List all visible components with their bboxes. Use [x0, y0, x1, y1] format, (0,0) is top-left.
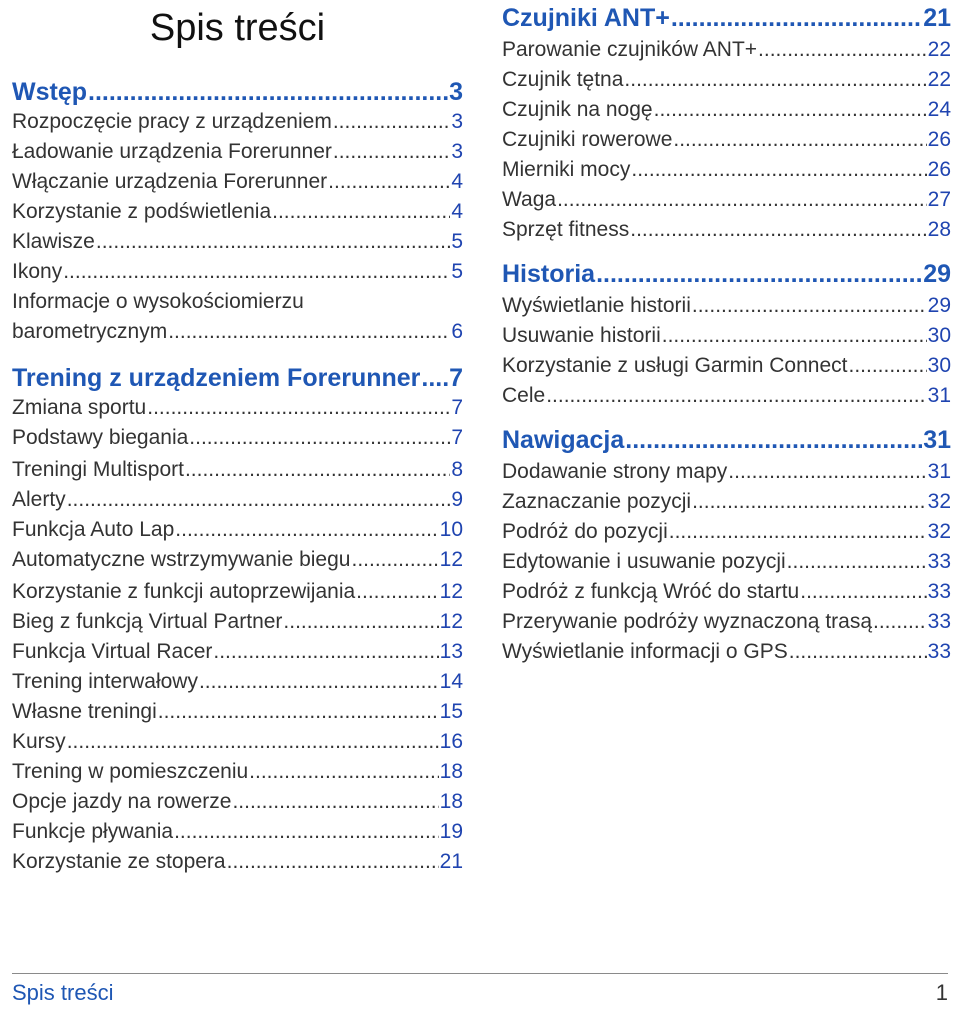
entry-title: Parowanie czujników ANT+: [502, 38, 758, 61]
section-title: Wstęp: [12, 78, 87, 106]
dot-leader: [158, 700, 439, 724]
toc-entry[interactable]: [502, 580, 951, 604]
page-number: 13: [439, 640, 463, 663]
dot-leader: [333, 110, 451, 134]
toc-entry[interactable]: [12, 200, 463, 224]
toc-entry[interactable]: [502, 98, 951, 122]
dot-leader: [692, 294, 927, 318]
entry-title: Podróż do pozycji: [502, 520, 668, 543]
dot-leader: [213, 640, 438, 664]
dot-leader: [168, 320, 450, 344]
entry-title: Zaznaczanie pozycji: [502, 490, 692, 513]
toc-entry[interactable]: [502, 460, 951, 484]
toc-entry[interactable]: [502, 520, 951, 544]
entry-title: Zmiana sportu: [12, 396, 147, 419]
entry-title: Cele: [502, 384, 546, 407]
entry-title: Edytowanie i usuwanie pozycji: [502, 550, 786, 573]
page-number: 27: [927, 188, 951, 211]
page-number: 31: [927, 460, 951, 483]
page-number: 5: [451, 230, 463, 253]
entry-title: Wyświetlanie historii: [502, 294, 691, 317]
dot-leader: [673, 128, 926, 152]
entry-title: Wyświetlanie informacji o GPS: [502, 640, 788, 663]
page-number: 18: [439, 790, 463, 813]
dot-leader: [356, 580, 438, 604]
entry-title: Trening interwałowy: [12, 670, 198, 693]
toc-entry[interactable]: [12, 110, 463, 134]
dot-leader: [631, 158, 926, 182]
page-number: 26: [927, 158, 951, 181]
entry-title: Ikony: [12, 260, 63, 283]
toc-entry[interactable]: [12, 170, 463, 194]
page-number: 22: [927, 38, 951, 61]
dot-leader: [596, 260, 922, 289]
entry-title: Mierniki mocy: [502, 158, 631, 181]
page-number: 5: [451, 260, 463, 283]
toc-entry[interactable]: [12, 548, 463, 572]
dot-leader: [557, 188, 927, 212]
toc-entry[interactable]: [12, 610, 463, 634]
page-number: 30: [927, 324, 951, 347]
entry-title: Trening w pomieszczeniu: [12, 760, 249, 783]
page-number: 31: [923, 426, 951, 454]
toc-entry[interactable]: [12, 458, 463, 482]
section-title: Trening z urządzeniem Forerunner: [12, 364, 421, 392]
toc-entry[interactable]: [502, 610, 951, 634]
entry-title: Alerty: [12, 488, 66, 511]
page-number: 3: [449, 78, 463, 106]
dot-leader: [671, 4, 922, 33]
page-number: 22: [927, 68, 951, 91]
toc-entry[interactable]: [12, 488, 463, 512]
toc-entry[interactable]: [12, 580, 463, 604]
dot-leader: [692, 490, 927, 514]
entry-title: Korzystanie z podświetlenia: [12, 200, 272, 223]
dot-leader: [630, 218, 926, 242]
toc-section-heading[interactable]: [12, 364, 463, 393]
toc-entry[interactable]: [502, 550, 951, 574]
toc-entry[interactable]: [12, 396, 463, 420]
toc-entry[interactable]: [502, 218, 951, 242]
entry-title: Przerywanie podróży wyznaczoną trasą: [502, 610, 873, 633]
dot-leader: [272, 200, 450, 224]
toc-entry[interactable]: [12, 260, 463, 284]
entry-title: Czujniki rowerowe: [502, 128, 673, 151]
entry-title: Bieg z funkcją Virtual Partner: [12, 610, 283, 633]
entry-title: Włączanie urządzenia Forerunner: [12, 170, 328, 193]
toc-entry[interactable]: [12, 670, 463, 694]
page-number: 12: [439, 548, 463, 571]
page-number: 32: [927, 520, 951, 543]
page-number: 24: [927, 98, 951, 121]
page-number: 7: [449, 364, 463, 392]
dot-leader: [189, 426, 450, 450]
dot-leader: [227, 850, 439, 874]
toc-entry[interactable]: [502, 128, 951, 152]
toc-entry[interactable]: [502, 640, 951, 664]
entry-title: Czujnik na nogę: [502, 98, 653, 121]
page-number: 7: [451, 396, 463, 419]
entry-title: Funkcja Auto Lap: [12, 518, 175, 541]
page-number: 30: [927, 354, 951, 377]
dot-leader: [873, 610, 927, 634]
dot-leader: [88, 78, 448, 107]
dot-leader: [333, 140, 450, 164]
dot-leader: [624, 68, 926, 92]
toc-entry[interactable]: [502, 294, 951, 318]
page-number: 33: [927, 550, 951, 573]
dot-leader: [147, 396, 450, 420]
toc-entry[interactable]: [12, 518, 463, 542]
dot-leader: [849, 354, 927, 378]
dot-leader: [625, 426, 922, 455]
section-title: Czujniki ANT+: [502, 4, 670, 32]
toc-entry[interactable]: [12, 700, 463, 724]
dot-leader: [174, 820, 439, 844]
page-number: 4: [451, 200, 463, 223]
entry-title: Korzystanie z usługi Garmin Connect: [502, 354, 848, 377]
entry-title: Rozpoczęcie pracy z urządzeniem: [12, 110, 332, 133]
entry-title: Podróż z funkcją Wróć do startu: [502, 580, 800, 603]
toc-section-heading[interactable]: [12, 78, 463, 107]
dot-leader: [654, 98, 927, 122]
toc-section-heading[interactable]: [502, 4, 951, 33]
toc-entry[interactable]: [12, 820, 463, 844]
toc-entry[interactable]: [12, 760, 463, 784]
entry-title: Automatyczne wstrzymywanie biegu: [12, 548, 351, 571]
page-number: 3: [451, 110, 463, 133]
entry-title: Usuwanie historii: [502, 324, 661, 347]
dot-leader: [199, 670, 439, 694]
page-number: 9: [451, 488, 463, 511]
section-title: Nawigacja: [502, 426, 625, 454]
toc-entry[interactable]: [12, 320, 463, 344]
page-number: 3: [451, 140, 463, 163]
entry-title: Kursy: [12, 730, 66, 753]
page-number: 32: [927, 490, 951, 513]
dot-leader: [232, 790, 438, 814]
toc-entry[interactable]: [502, 188, 951, 212]
dot-leader: [421, 364, 448, 393]
dot-leader: [96, 230, 450, 254]
page-number: 19: [439, 820, 463, 843]
page-number: 14: [439, 670, 463, 693]
entry-title: Waga: [502, 188, 557, 211]
dot-leader: [789, 640, 927, 664]
entry-title: Ładowanie urządzenia Forerunner: [12, 140, 332, 163]
page-number: 21: [439, 850, 463, 873]
toc-entry[interactable]: [502, 324, 951, 348]
page-number: 28: [927, 218, 951, 241]
entry-title: Czujnik tętna: [502, 68, 624, 91]
page-number: 33: [927, 640, 951, 663]
footer-label: Spis treści: [12, 980, 114, 1005]
page-number: 31: [927, 384, 951, 407]
dot-leader: [728, 460, 926, 484]
dot-leader: [328, 170, 450, 194]
toc-section-heading[interactable]: [502, 260, 951, 289]
entry-title: Podstawy biegania: [12, 426, 189, 449]
page-number: 12: [439, 610, 463, 633]
toc-section-heading[interactable]: [502, 426, 951, 455]
entry-title: Korzystanie z funkcji autoprzewijania: [12, 580, 356, 603]
toc-entry[interactable]: [12, 230, 463, 254]
toc-entry[interactable]: [12, 640, 463, 664]
page-number: 26: [927, 128, 951, 151]
entry-title: Korzystanie ze stopera: [12, 850, 226, 873]
dot-leader: [787, 550, 927, 574]
entry-title: Klawisze: [12, 230, 95, 253]
dot-leader: [67, 730, 439, 754]
section-title: Historia: [502, 260, 596, 288]
toc-entry[interactable]: [502, 68, 951, 92]
toc-entry[interactable]: [502, 354, 951, 378]
page-number: 33: [927, 610, 951, 633]
dot-leader: [669, 520, 927, 544]
page-number: 4: [451, 170, 463, 193]
dot-leader: [63, 260, 450, 284]
page-number: 18: [439, 760, 463, 783]
page-number: 10: [439, 518, 463, 541]
page-number: 33: [927, 580, 951, 603]
page-number: 29: [923, 260, 951, 288]
dot-leader: [185, 458, 450, 482]
toc-entry[interactable]: [12, 140, 463, 164]
entry-title: Funkcje pływania: [12, 820, 174, 843]
toc-entry[interactable]: [502, 490, 951, 514]
page-number: 15: [439, 700, 463, 723]
footer-page-number: 1: [935, 980, 948, 1005]
footer-divider: [12, 973, 948, 974]
page-number: 12: [439, 580, 463, 603]
page-number: 6: [451, 320, 463, 343]
toc-entry[interactable]: [12, 790, 463, 814]
entry-title: Opcje jazdy na rowerze: [12, 790, 232, 813]
dot-leader: [662, 324, 927, 348]
page-number: 16: [439, 730, 463, 753]
toc-entry-text-line1[interactable]: Informacje o wysokościomierzu: [12, 290, 304, 313]
page-number: 29: [927, 294, 951, 317]
dot-leader: [546, 384, 926, 408]
entry-title: Sprzęt fitness: [502, 218, 630, 241]
toc-entry[interactable]: [502, 158, 951, 182]
dot-leader: [249, 760, 438, 784]
dot-leader: [351, 548, 438, 572]
entry-title: Własne treningi: [12, 700, 157, 723]
toc-entry[interactable]: [502, 38, 951, 62]
entry-title: barometrycznym: [12, 320, 168, 343]
page-title: Spis treści: [149, 7, 326, 49]
entry-title: Treningi Multisport: [12, 458, 184, 481]
toc-entry[interactable]: [502, 384, 951, 408]
dot-leader: [800, 580, 926, 604]
toc-entry[interactable]: [12, 850, 463, 874]
entry-title: Dodawanie strony mapy: [502, 460, 728, 483]
dot-leader: [67, 488, 451, 512]
toc-entry[interactable]: [12, 426, 463, 450]
entry-title: Funkcja Virtual Racer: [12, 640, 213, 663]
page-number: 7: [451, 426, 463, 449]
dot-leader: [175, 518, 438, 542]
toc-entry[interactable]: [12, 730, 463, 754]
dot-leader: [283, 610, 438, 634]
page-number: 8: [451, 458, 463, 481]
page-number: 21: [923, 4, 951, 32]
dot-leader: [758, 38, 927, 62]
